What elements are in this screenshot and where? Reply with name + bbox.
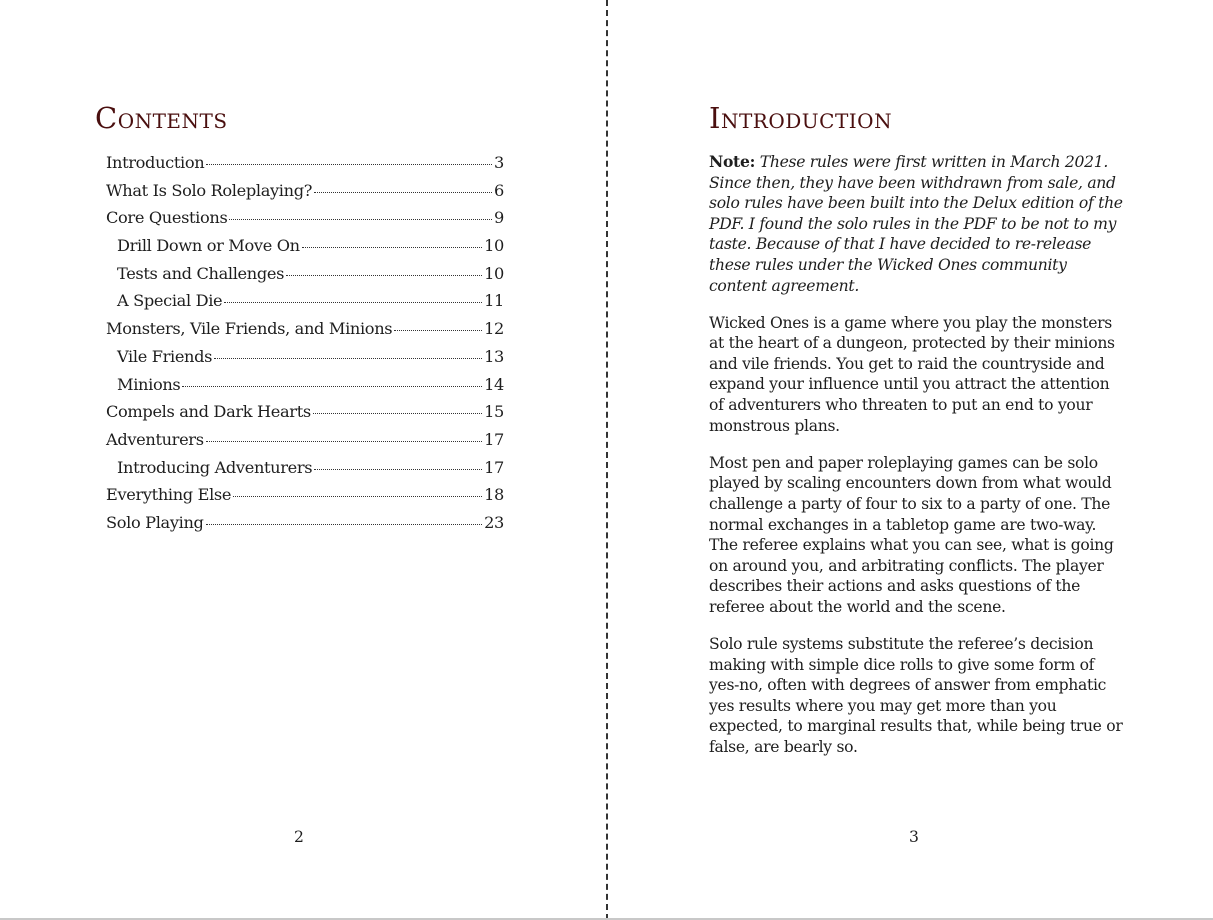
- note-text: These rules were first written in March 2021. Since then, they have been withdrawn from sale, and solo rules have been built into the Delux edition of the PDF. I found the solo rules in the PDF to be not to my taste. Because of that I have decided to re-release these rules under the Wicked Ones community content agreement.: [709, 153, 1123, 295]
- toc-entry[interactable]: [106, 153, 504, 181]
- toc-leader-dots: [206, 441, 482, 442]
- introduction-heading: Introduction: [709, 101, 893, 135]
- toc-entry-page: 11: [484, 291, 504, 311]
- toc-entry-page: 23: [484, 512, 504, 532]
- toc-entry[interactable]: [106, 319, 504, 347]
- toc-entry-title: A Special Die: [117, 291, 223, 311]
- body-paragraph: Most pen and paper roleplaying games can be solo played by scaling encounters down from what would challenge a party of four to six to a party of one. The normal exchanges in a tabletop game are two-way. The referee explains what you can see, what is going on around you, and arbitrating conflicts. The player describes their actions and asks questions of the referee about the world and the scene.: [709, 453, 1114, 616]
- toc-leader-dots: [182, 386, 482, 387]
- toc-entry-page: 10: [484, 236, 504, 256]
- toc-leader-dots: [229, 219, 492, 220]
- note-label: Note:: [709, 152, 756, 171]
- toc-entry-title: Introducing Adventurers: [117, 457, 313, 477]
- toc-leader-dots: [313, 413, 482, 414]
- toc-leader-dots: [314, 469, 482, 470]
- right-page: [609, 0, 1213, 918]
- toc-entry-page: 9: [494, 208, 504, 228]
- toc-subentry[interactable]: [106, 375, 504, 403]
- toc-entry-page: 6: [494, 180, 504, 200]
- toc-leader-dots: [214, 358, 482, 359]
- toc-entry[interactable]: [106, 208, 504, 236]
- toc-leader-dots: [286, 275, 482, 276]
- toc-entry-title: Tests and Challenges: [117, 263, 285, 283]
- toc-entry-title: Everything Else: [106, 485, 232, 505]
- toc-leader-dots: [233, 496, 482, 497]
- toc-entry-title: Solo Playing: [106, 512, 204, 532]
- toc-entry[interactable]: [106, 181, 504, 209]
- toc-entry[interactable]: [106, 402, 504, 430]
- toc-leader-dots: [206, 164, 492, 165]
- page-divider: [606, 0, 608, 920]
- toc-entry-title: Vile Friends: [117, 346, 213, 366]
- toc-entry[interactable]: [106, 430, 504, 458]
- toc-entry-page: 18: [484, 485, 504, 505]
- body-paragraph: Wicked Ones is a game where you play the monsters at the heart of a dungeon, protected by their minions and vile friends. You get to raid the countryside and expand your influence until you attract the attention of adventurers who threaten to put an end to your monstrous plans.: [709, 313, 1115, 435]
- toc-entry-page: 3: [494, 153, 504, 172]
- toc-subentry[interactable]: [106, 236, 504, 264]
- toc-leader-dots: [224, 302, 482, 303]
- toc-entry-title: What Is Solo Roleplaying?: [106, 180, 313, 200]
- toc-leader-dots: [314, 192, 492, 193]
- page-number-right: 3: [909, 828, 919, 846]
- toc-entry-title: Adventurers: [106, 429, 204, 449]
- toc-entry-title: Monsters, Vile Friends, and Minions: [106, 319, 393, 339]
- toc-entry-page: 15: [484, 402, 504, 422]
- toc-entry[interactable]: [106, 485, 504, 513]
- toc-subentry[interactable]: [106, 264, 504, 292]
- toc-entry-title: Core Questions: [106, 208, 228, 228]
- table-of-contents: [106, 153, 504, 541]
- introduction-body: [709, 152, 1124, 774]
- toc-entry-page: 14: [484, 374, 504, 394]
- toc-entry[interactable]: [106, 513, 504, 541]
- toc-subentry[interactable]: [106, 458, 504, 486]
- toc-entry-page: 17: [484, 429, 504, 449]
- toc-entry-title: Compels and Dark Hearts: [106, 402, 311, 422]
- left-page: [0, 0, 606, 918]
- page-number-left: 2: [294, 828, 304, 846]
- toc-entry-title: Drill Down or Move On: [117, 236, 300, 256]
- toc-leader-dots: [394, 330, 482, 331]
- toc-leader-dots: [206, 524, 483, 525]
- toc-subentry[interactable]: [106, 291, 504, 319]
- toc-entry-page: 10: [484, 263, 504, 283]
- toc-entry-title: Introduction: [106, 153, 205, 172]
- contents-heading: Contents: [95, 101, 228, 135]
- toc-subentry[interactable]: [106, 347, 504, 375]
- toc-leader-dots: [302, 247, 482, 248]
- toc-entry-title: Minions: [117, 374, 181, 394]
- body-paragraph: Solo rule systems substitute the referee’s decision making with simple dice rolls to give some form of yes-no, often with degrees of answer from emphatic yes results where you may get more than you expected, to marginal results that, while being true or false, are bearly so.: [709, 634, 1123, 756]
- toc-entry-page: 12: [484, 319, 504, 339]
- toc-entry-page: 17: [484, 457, 504, 477]
- toc-entry-page: 13: [484, 346, 504, 366]
- note-paragraph: [709, 152, 1124, 296]
